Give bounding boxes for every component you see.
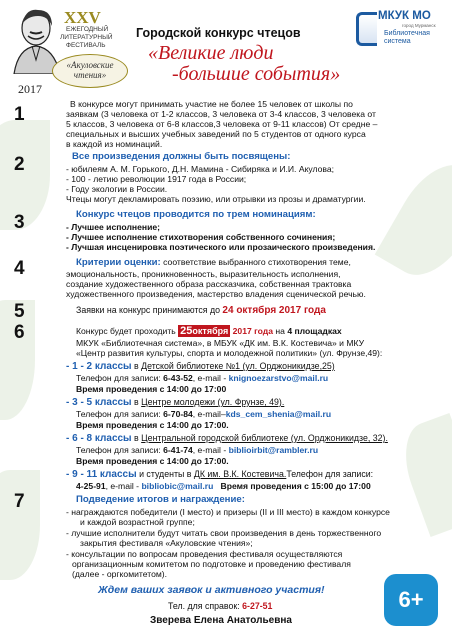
age-group	[66, 469, 373, 481]
festival-logo	[8, 4, 130, 96]
section-text: на	[273, 326, 288, 336]
festival-line: ФЕСТИВАЛЬ	[66, 42, 106, 49]
nomination-item: - Лучшее исполнение;	[66, 222, 160, 232]
email-label: , e-mail -	[105, 481, 142, 491]
age-group-classes: - 6 - 8 классы	[66, 433, 132, 444]
festival-line: ЛИТЕРАТУРНЫЙ	[60, 34, 113, 41]
phone-label: Телефон для записи:	[286, 469, 374, 479]
email-label: , e-mail–	[192, 409, 226, 419]
phone-label: Телефон для записи:	[76, 409, 164, 419]
age-group-classes: - 3 - 5 классы	[66, 397, 132, 408]
age-group	[66, 397, 284, 409]
section-text: соответствие выбранного стихотворения теме,	[160, 257, 351, 267]
background-leaf	[393, 413, 452, 537]
age-group	[66, 361, 335, 373]
phone-number: 6-27-51	[242, 601, 273, 611]
age-group	[66, 433, 388, 445]
section-number: 6	[14, 322, 25, 343]
section-text: в каждой из номинаций.	[66, 139, 163, 149]
phone-number: 6-43-52	[163, 373, 193, 383]
background-leaf	[0, 470, 40, 580]
section-text: Чтецы могут декламировать поэзию, или отрывки из прозы и драматургии.	[66, 194, 366, 204]
section-text: в	[131, 397, 142, 407]
section-text: и студенты в	[136, 469, 194, 479]
phone-label: Тел. для справок:	[168, 601, 243, 611]
event-intro	[76, 326, 342, 337]
section-text: - награждаются победители (I место) и призеры (II и III место) в каждом конкурсе	[66, 507, 390, 517]
section-number: 5	[14, 301, 25, 322]
age-group-classes: - 9 - 11 классы	[66, 469, 137, 480]
email-link[interactable]: knignoezarstvo@mail.ru	[228, 373, 329, 383]
section-heading: Подведение итогов и награждение:	[76, 494, 245, 505]
age-group-classes: - 1 - 2 классы	[66, 361, 132, 372]
section-text: в	[131, 361, 142, 371]
time-text: Время проведения с 14:00 до 17:00.	[76, 456, 229, 466]
section-text: Конкурс будет проходить	[76, 326, 179, 336]
section-text: В конкурсе могут принимать участие не более 15 человек от школы по	[70, 99, 353, 109]
event-date-badge	[178, 325, 230, 337]
slogan-line: -большие события»	[172, 63, 341, 85]
phone-number: 6-41-74	[163, 445, 193, 455]
nomination-item: - Лучшее исполнение стихотворения собственного сочинения;	[66, 232, 336, 242]
time-text: Время проведения с 14:00 до 17:00	[76, 384, 227, 394]
section-text	[76, 305, 326, 317]
email-link[interactable]: kds_cem_shenia@mail.ru	[225, 409, 332, 419]
section-number: 3	[14, 212, 25, 233]
section-text: организационным комитетом по подготовке и проведению фестиваля	[72, 559, 351, 569]
age-group-contact	[76, 481, 371, 492]
section-text: - Году экологии в России.	[66, 184, 168, 194]
phone-label: Телефон для записи:	[76, 373, 164, 383]
age-group-contact	[76, 445, 318, 456]
section-text: (далее - оргкомитетом).	[72, 569, 168, 579]
email-link[interactable]: biblioirbit@rambler.ru	[228, 445, 319, 455]
venue-link[interactable]: Центре молодежи (ул. Фрунзе, 49).	[141, 397, 285, 407]
section-text: в	[131, 433, 142, 443]
age-rating-text: 6+	[398, 587, 424, 612]
section-text: художественного произведения, мастерство владения сценической речью.	[66, 289, 366, 299]
festival-year: 2017	[18, 82, 42, 96]
section-text: эмоциональность, проникновенность, выразительность исполнения,	[66, 269, 341, 279]
festival-line: ЕЖЕГОДНЫЙ	[66, 26, 109, 33]
section-text	[76, 257, 351, 269]
festival-number: XXV	[64, 8, 101, 27]
section-text: - юбилеям А. М. Горького, Д.Н. Мамина - Сибиряка и И.И. Акулова;	[66, 164, 335, 174]
venue-link[interactable]: Центральной городской библиотеке (ул. Орджоникидзе, 32).	[141, 433, 388, 443]
section-text: специальных и высших учебных заведений по 5 студентов от одного курса	[66, 129, 366, 139]
festival-name-badge	[52, 54, 128, 88]
section-number: 4	[14, 258, 25, 279]
section-text: 5 классов, 3 человека от 6-8 классов,3 человека от 9-11 классов) От средне –	[66, 119, 378, 129]
deadline-text: Заявки на конкурс принимаются до	[76, 305, 223, 315]
section-heading: Все произведения должны быть посвящены:	[72, 151, 291, 162]
age-group-contact	[76, 373, 328, 384]
slogan-line: «Великие люди	[148, 42, 274, 64]
library-logo-subtitle: система	[384, 38, 411, 45]
library-logo-subtitle: Библиотечная	[384, 30, 430, 37]
phone-label: Телефон для записи:	[76, 445, 164, 455]
footer-phone	[168, 601, 272, 612]
deadline-date: 24 октября 2017 года	[222, 305, 326, 316]
footer-call-to-action: Ждем ваших заявок и активного участия!	[98, 584, 325, 596]
section-number: 2	[14, 154, 25, 175]
background-leaf	[375, 151, 452, 290]
age-group-contact	[76, 409, 331, 420]
library-logo-mark	[356, 12, 377, 46]
section-text: - 100 - летию революции 1917 года в России;	[66, 174, 247, 184]
time-text: Время проведения с 14:00 до 17:00.	[76, 420, 229, 430]
venue-link[interactable]: ДК им. В.К. Костевича.	[193, 469, 287, 479]
event-date-day: 25	[180, 325, 193, 337]
section-number: 1	[14, 104, 25, 125]
section-text: заявкам (3 человека от 1-2 классов, 3 человека от 3-4 классов, 3 человека от	[66, 109, 376, 119]
section-heading: Конкурс чтецов проводится по трем номинациям:	[76, 209, 316, 220]
contact-person: Зверева Елена Анатольевна	[150, 615, 292, 626]
library-logo	[356, 8, 446, 50]
library-logo-city: город Мурманск	[402, 23, 436, 28]
age-rating-badge	[384, 574, 438, 626]
phone-number: 4-25-91	[76, 481, 106, 491]
section-text: МКУК «Библиотечная система», в МБУК «ДК им. В.К. Костевича» и МКУ	[76, 338, 365, 348]
library-logo-title: МКУК МО	[378, 10, 431, 22]
page-title: Городской конкурс чтецов	[136, 26, 301, 40]
event-date-month: октября	[192, 326, 229, 336]
section-text: и каждой возрастной группе;	[80, 517, 195, 527]
section-text: - консультации по вопросам проведения фестиваля осуществляются	[66, 549, 343, 559]
section-text: создание художественного образа рассказчика, собственная трактовка	[66, 279, 352, 289]
section-heading: Критерии оценки:	[76, 257, 161, 268]
background-leaf	[0, 120, 50, 230]
nomination-item: - Лучшая инсценировка поэтического или прозаического произведения.	[66, 242, 376, 252]
section-text: «Центр развития культуры, спорта и молодежной политики» (ул. Фрунзе,49):	[76, 348, 383, 358]
phone-number: 6-70-84	[163, 409, 193, 419]
section-number: 7	[14, 491, 25, 512]
time-text: Время проведения с 15:00 до 17:00	[213, 481, 371, 491]
email-label: , e-mail -	[192, 373, 229, 383]
section-text: закрытия фестиваля «Акуловские чтения»;	[80, 538, 253, 548]
venue-link[interactable]: Детской библиотеке №1 (ул. Орджоникидзе,25)	[141, 361, 335, 371]
email-label: , e-mail -	[192, 445, 229, 455]
venue-count: 4 площадках	[287, 326, 342, 336]
event-date-year: 2017 года	[230, 326, 273, 336]
email-link[interactable]: bibliobic@mail.ru	[141, 481, 214, 491]
festival-name: «Акуловские чтения»	[66, 60, 114, 80]
section-text: - лучшие исполнители будут читать свои произведения в день торжественного	[66, 528, 382, 538]
